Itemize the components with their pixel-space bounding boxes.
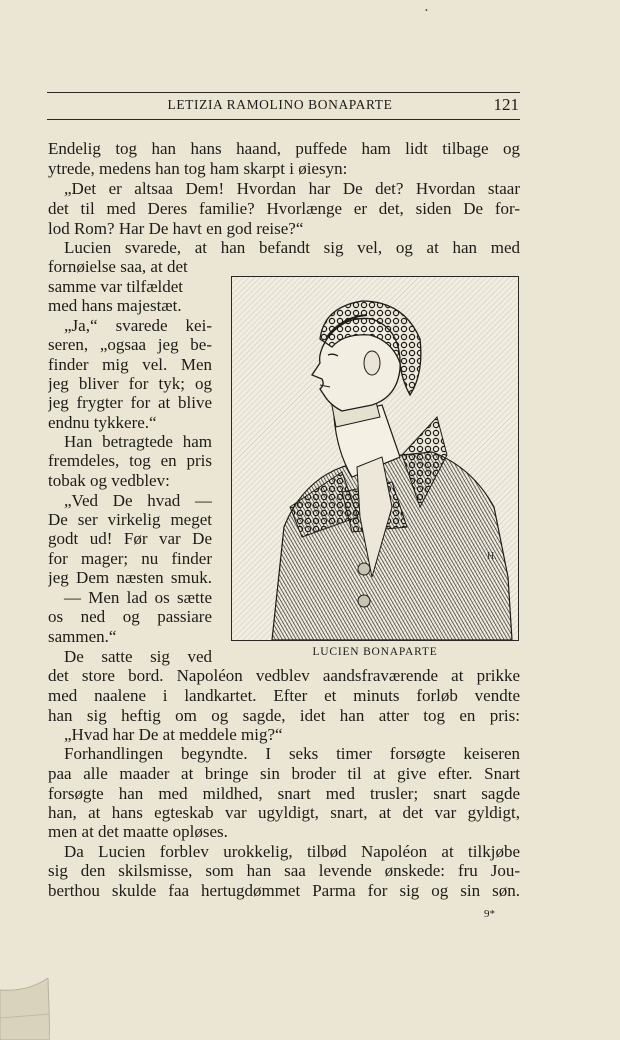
text-line: han sig heftig om og sagde, idet han atter tog en pris: — [48, 706, 520, 725]
svg-text:H.: H. — [487, 551, 497, 562]
text-line: det store bord. Napoléon vedblev aandsfraværende at prikke — [48, 666, 520, 685]
text-line: tobak og vedblev: — [48, 471, 170, 490]
text-line: han, at hans egteskab var ugyldigt, snart, at det var gyldigt, — [48, 803, 520, 822]
text-line: forsøgte han med mildhed, snart med trusler; snart sagde — [48, 784, 520, 803]
text-line: Endelig tog han hans haand, puffede ham lidt tilbage og — [48, 139, 520, 158]
signature-mark: 9* — [484, 908, 495, 920]
portrait-illustration — [231, 276, 519, 641]
page-edge-fold — [0, 978, 50, 1040]
text-line: med naalene i landkartet. Efter et minuts forløb vendte — [48, 686, 520, 705]
header-rule-top — [47, 92, 520, 93]
text-line: Lucien svarede, at han befandt sig vel, og at han med — [64, 238, 520, 257]
text-line: godt ud! Før var De — [48, 529, 212, 548]
text-line: Forhandlingen begyndte. I seks timer forsøgte keiseren — [64, 744, 520, 763]
text-line: os ned og passiare — [48, 607, 212, 626]
page-number: 121 — [493, 95, 519, 114]
text-line: De satte sig ved — [64, 647, 212, 666]
text-line: jeg bliver for tyk; og — [48, 374, 212, 393]
text-line: „Hvad har De at meddele mig?“ — [64, 725, 283, 744]
text-line: berthou skulde faa hertugdømmet Parma for sig og sin søn. — [48, 881, 520, 900]
text-line: De ser virkelig meget — [48, 510, 212, 529]
header-rule-bottom — [47, 119, 520, 120]
text-line: sammen.“ — [48, 627, 117, 646]
text-line: seren, „ogsaa jeg be- — [48, 335, 212, 354]
text-line: ytrede, medens han tog ham skarpt i øiesyn: — [48, 159, 348, 178]
text-line: finder mig vel. Men — [48, 355, 212, 374]
text-line: lod Rom? Har De havt en god reise?“ — [48, 219, 304, 238]
illustration-caption: LUCIEN BONAPARTE — [312, 646, 438, 658]
text-line: „Det er altsaa Dem! Hvordan har De det? Hvordan staar — [64, 179, 520, 198]
text-line: „Ved De hvad — — [64, 491, 212, 510]
text-line: endnu tykkere.“ — [48, 413, 157, 432]
text-line: fremdeles, tog en pris — [48, 451, 212, 470]
text-line: — Men lad os sætte — [64, 588, 212, 607]
running-title: LETIZIA RAMOLINO BONAPARTE — [167, 97, 393, 112]
text-line: paa alle maader at bringe sin broder til at give efter. Snart — [48, 764, 520, 783]
text-line: med hans majestæt. — [48, 296, 182, 315]
text-line: fornøielse saa, at det — [48, 257, 188, 276]
text-line: men at det maatte opløses. — [48, 822, 228, 841]
text-line: jeg frygter for at blive — [48, 393, 212, 412]
stray-mark: • — [425, 6, 428, 15]
text-line: Da Lucien forblev urokkelig, tilbød Napoléon at tilkjøbe — [64, 842, 520, 861]
text-line: jeg Dem næsten smuk. — [48, 568, 212, 587]
text-line: samme var tilfældet — [48, 277, 184, 296]
portrait-engraving — [232, 277, 518, 640]
text-line: Han betragtede ham — [64, 432, 212, 451]
text-line: „Ja,“ svarede kei- — [64, 316, 212, 335]
text-line: for mager; nu finder — [48, 549, 212, 568]
text-line: det til med Deres familie? Hvorlænge er det, siden De for- — [48, 199, 520, 218]
text-line: sig den skilsmisse, som han saa levende ønskede: fru Jou- — [48, 861, 520, 880]
